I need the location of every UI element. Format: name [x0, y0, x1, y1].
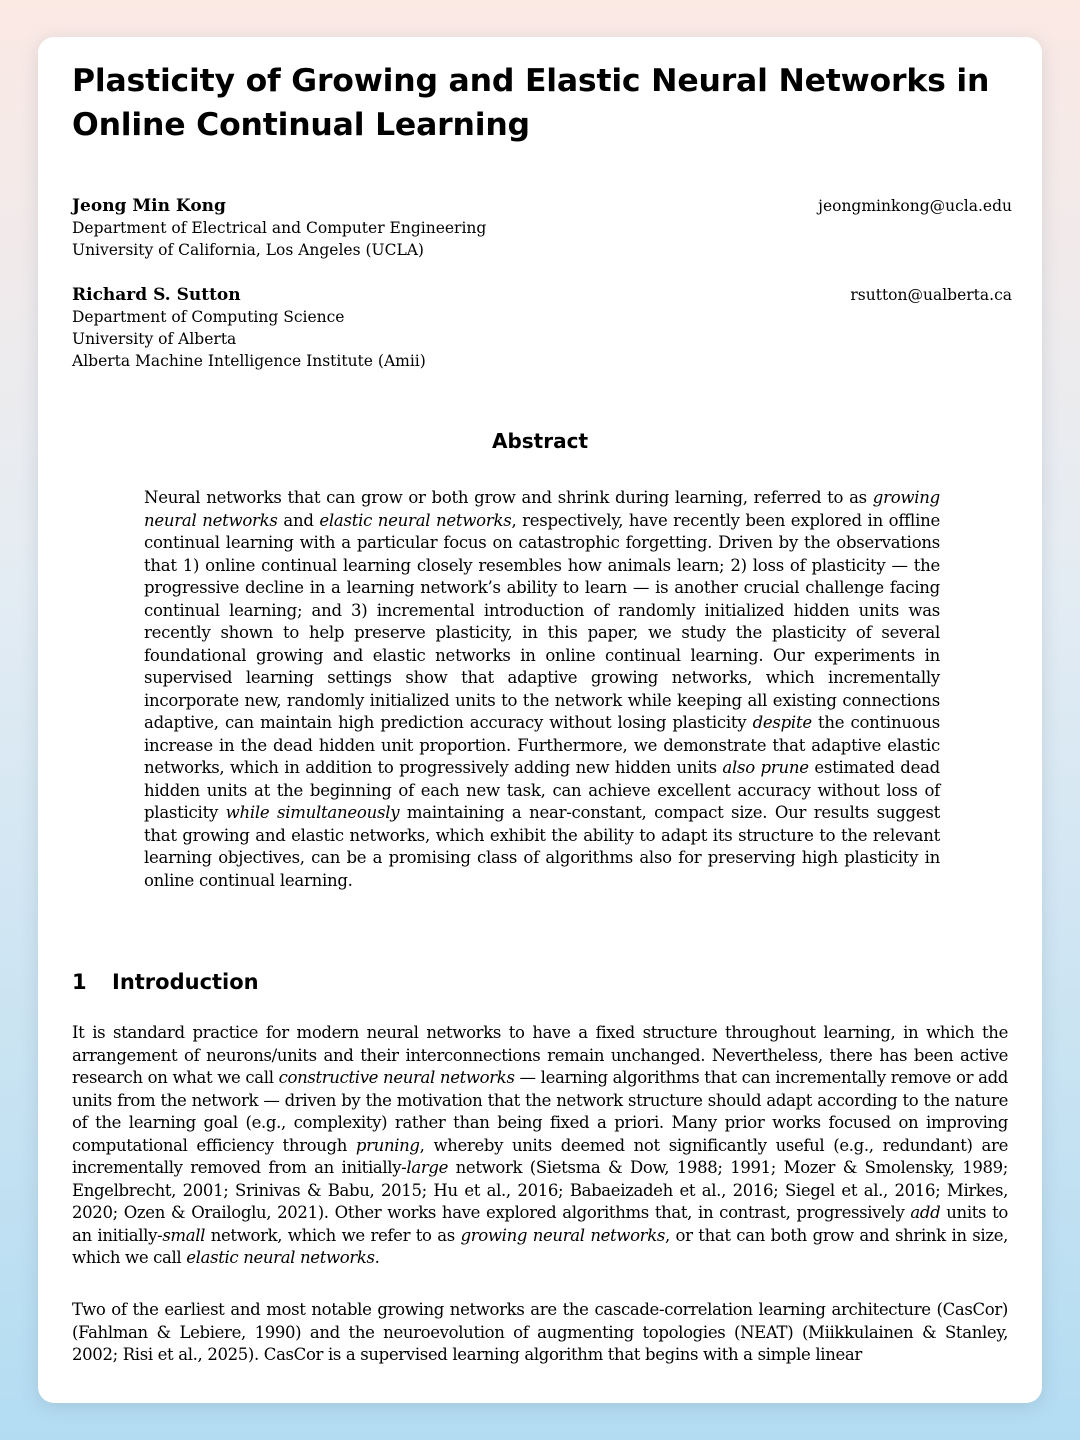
emphasized-text: despite [752, 713, 812, 732]
paper-page [38, 37, 1042, 1403]
author-name: Richard S. Sutton [72, 285, 241, 305]
abstract-text [144, 487, 940, 892]
text-run: , or that can both grow and shrink in size, which we call [72, 1225, 1009, 1267]
author-affiliation-line: Department of Electrical and Computer Engineering [72, 219, 487, 237]
author-name: Jeong Min Kong [72, 196, 226, 216]
text-run: , respectively, have recently been explored in offline continual learning with a particular focus on catastrophic forgetting. Driven by the observations that 1) online continual learning closely resembles how animals learn; 2) loss of plasticity — the progressive decline in a learning network’s ability to learn — is another crucial challenge facing continual learning; and 3) incremental introduction of randomly initialized hidden units was recently shown to help preserve plasticity, in this paper, we study the plasticity of several foundational growing and elastic networks in online continual learning. Our experiments in supervised learning settings show that adaptive growing networks, which incrementally incorporate new, randomly initialized units to the network while keeping all existing connections adaptive, can maintain high prediction accuracy without losing plasticity [144, 510, 940, 732]
text-run: Two of the earliest and most notable growing networks are the cascade-correlation learning architecture (CasCor) (Fahlman & Lebiere, 1990) and the neuroevolution of augmenting topologies (NEAT) (Miikkulainen & Stanley, 2002; Risi et al., 2025). CasCor is a supervised learning algorithm that begins with a simple linear [72, 1300, 1008, 1364]
emphasized-text: also prune [722, 758, 809, 777]
emphasized-text: while simultaneously [225, 803, 400, 822]
text-run: units to an initially- [72, 1203, 1008, 1245]
emphasized-text: elastic neural networks [319, 510, 512, 530]
text-run: It is standard practice for modern neural networks to have a fixed structure throughout learning, in which the arrangement of neurons/units and their interconnections remain unchanged. Nevertheless, there has been active research on what we call [72, 1023, 1008, 1087]
author-affiliation-line: University of Alberta [72, 330, 237, 348]
emphasized-text: large [406, 1158, 449, 1177]
author-block-2 [72, 284, 1012, 372]
text-run: . [374, 1248, 380, 1267]
author-email[interactable]: rsutton@ualberta.ca [850, 286, 1012, 304]
emphasized-text: add [910, 1203, 941, 1222]
text-run: Neural networks that can grow or both grow and shrink during learning, referred to as [144, 488, 873, 507]
text-run: maintaining a near-constant, compact size. Our results suggest that growing and elastic networks, which exhibit the ability to adapt its structure to the relevant learning objectives, can be a promising class of algorithms also for preserving high plasticity in online continual learning. [144, 803, 940, 890]
emphasized-text: growing neural networks [460, 1225, 665, 1245]
author-affiliation-line: Alberta Machine Intelligence Institute (Amii) [72, 352, 426, 370]
emphasized-text: elastic neural networks [186, 1248, 375, 1267]
text-run: — learning algorithms that can incrementally remove or add units from the network — driven by the motivation that the network structure should adapt according to the nature of the learning goal (e.g., complexity) rather than being fixed a priori. Many prior works focused on improving computational efficiency through [72, 1068, 1008, 1155]
emphasized-text: constructive neural networks [278, 1068, 515, 1087]
section-number: 1 [72, 970, 87, 994]
author-affiliation-line: University of California, Los Angeles (UCLA) [72, 241, 424, 259]
emphasized-text: small [162, 1225, 206, 1245]
intro-paragraph-1 [72, 1022, 1008, 1270]
abstract-heading: Abstract [491, 429, 589, 453]
paper-title: Plasticity of Growing and Elastic Neural Networks in Online Continual Learning [72, 63, 990, 143]
text-run: network (Sietsma & Dow, 1988; 1991; Mozer & Smolensky, 1989; Engelbrecht, 2001; Srinivas & Babu, 2015; Hu et al., 2016; Babaeizadeh et al., 2016; Siegel et al., 2016; Mirkes, 2020; Ozen & Orailoglu, 2021). Other works have explored algorithms that, in contrast, progressively [72, 1158, 1009, 1222]
emphasized-text: growing neural networks [144, 488, 940, 530]
author-block-1 [72, 195, 1012, 261]
emphasized-text: pruning [355, 1135, 420, 1155]
section-heading-introduction [72, 970, 259, 994]
text-run: the continuous increase in the dead hidden unit proportion. Furthermore, we demonstrate that adaptive elastic networks, which in addition to progressively adding new hidden units [144, 713, 940, 777]
section-title: Introduction [112, 970, 259, 994]
text-run: and [277, 510, 320, 530]
author-email[interactable]: jeongminkong@ucla.edu [818, 197, 1012, 215]
intro-paragraph-2 [72, 1299, 1008, 1367]
text-run: estimated dead hidden units at the beginning of each new task, can achieve excellent accuracy without loss of plasticity [144, 758, 940, 822]
author-affiliation-line: Department of Computing Science [72, 308, 345, 326]
text-run: , whereby units deemed not significantly useful (e.g., redundant) are incrementally removed from an initially- [72, 1135, 1008, 1177]
text-run: network, which we refer to as [205, 1225, 461, 1245]
